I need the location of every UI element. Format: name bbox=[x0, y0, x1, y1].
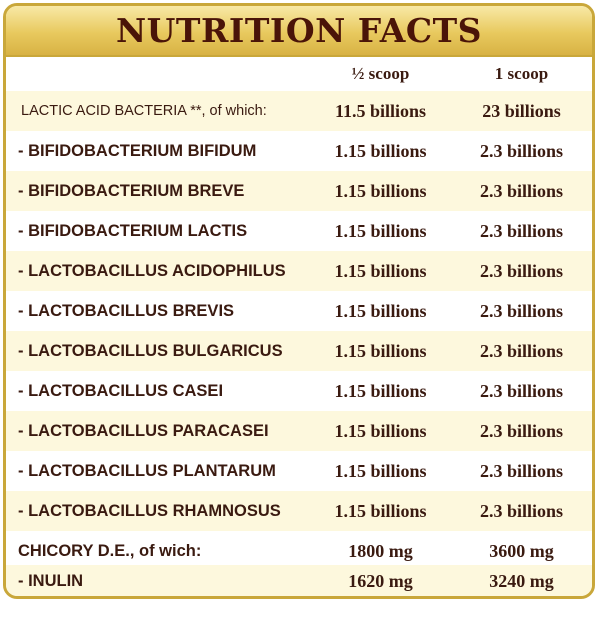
nutrition-facts-panel bbox=[3, 3, 595, 599]
row-full-value: 2.3 billions bbox=[479, 420, 563, 441]
row-half-value: 1.15 billions bbox=[334, 260, 427, 281]
row-full-value: 2.3 billions bbox=[479, 140, 563, 161]
row-full-value: 2.3 billions bbox=[479, 180, 563, 201]
table-row bbox=[6, 491, 592, 531]
row-name: - BIFIDOBACTERIUM BIFIDUM bbox=[18, 141, 257, 160]
row-half-value: 1.15 billions bbox=[334, 140, 427, 161]
row-name: - INULIN bbox=[18, 571, 84, 590]
table-row bbox=[6, 565, 592, 597]
row-full-value: 2.3 billions bbox=[479, 500, 563, 521]
row-half-value: 11.5 billions bbox=[334, 100, 426, 121]
table-row bbox=[6, 411, 592, 451]
row-half-value: 1620 mg bbox=[348, 570, 413, 591]
table-row bbox=[6, 131, 592, 171]
table-row bbox=[6, 371, 592, 411]
row-half-value: 1.15 billions bbox=[334, 380, 427, 401]
row-name: - LACTOBACILLUS RHAMNOSUS bbox=[18, 501, 281, 520]
row-full-value: 2.3 billions bbox=[479, 220, 563, 241]
column-header-row bbox=[6, 57, 592, 91]
row-full-value: 3240 mg bbox=[489, 570, 554, 591]
table-row bbox=[6, 91, 592, 131]
row-name: - BIFIDOBACTERIUM LACTIS bbox=[18, 221, 248, 240]
row-full-value: 2.3 billions bbox=[479, 260, 563, 281]
row-full-value: 2.3 billions bbox=[479, 380, 563, 401]
row-full-value: 23 billions bbox=[482, 100, 561, 121]
row-name: - LACTOBACILLUS BREVIS bbox=[18, 301, 235, 320]
row-full-value: 2.3 billions bbox=[479, 460, 563, 481]
title-banner bbox=[6, 6, 592, 57]
column-header-half-scoop: ½ scoop bbox=[351, 64, 410, 83]
column-header-one-scoop: 1 scoop bbox=[494, 64, 549, 83]
table-row bbox=[6, 291, 592, 331]
row-half-value: 1.15 billions bbox=[334, 340, 427, 361]
page-title: NUTRITION FACTS bbox=[115, 11, 482, 50]
row-half-value: 1800 mg bbox=[348, 540, 413, 561]
row-name: CHICORY D.E., of wich: bbox=[18, 541, 202, 560]
row-full-value: 2.3 billions bbox=[479, 340, 563, 361]
row-half-value: 1.15 billions bbox=[334, 460, 427, 481]
row-name: - LACTOBACILLUS PARACASEI bbox=[18, 421, 269, 440]
row-half-value: 1.15 billions bbox=[334, 220, 427, 241]
table-row bbox=[6, 251, 592, 291]
row-full-value: 3600 mg bbox=[489, 540, 554, 561]
row-name: LACTIC ACID BACTERIA **, of which: bbox=[21, 103, 267, 119]
row-name: - BIFIDOBACTERIUM BREVE bbox=[18, 181, 245, 200]
table-row bbox=[6, 171, 592, 211]
row-name: - LACTOBACILLUS ACIDOPHILUS bbox=[18, 261, 286, 280]
row-half-value: 1.15 billions bbox=[334, 300, 427, 321]
row-name: - LACTOBACILLUS PLANTARUM bbox=[18, 461, 276, 480]
table-row bbox=[6, 211, 592, 251]
row-name: - LACTOBACILLUS CASEI bbox=[18, 381, 224, 400]
row-half-value: 1.15 billions bbox=[334, 500, 427, 521]
row-full-value: 2.3 billions bbox=[479, 300, 563, 321]
table-row bbox=[6, 331, 592, 371]
row-name: - LACTOBACILLUS BULGARICUS bbox=[18, 341, 283, 360]
row-half-value: 1.15 billions bbox=[334, 420, 427, 441]
row-half-value: 1.15 billions bbox=[334, 180, 427, 201]
table-row bbox=[6, 451, 592, 491]
